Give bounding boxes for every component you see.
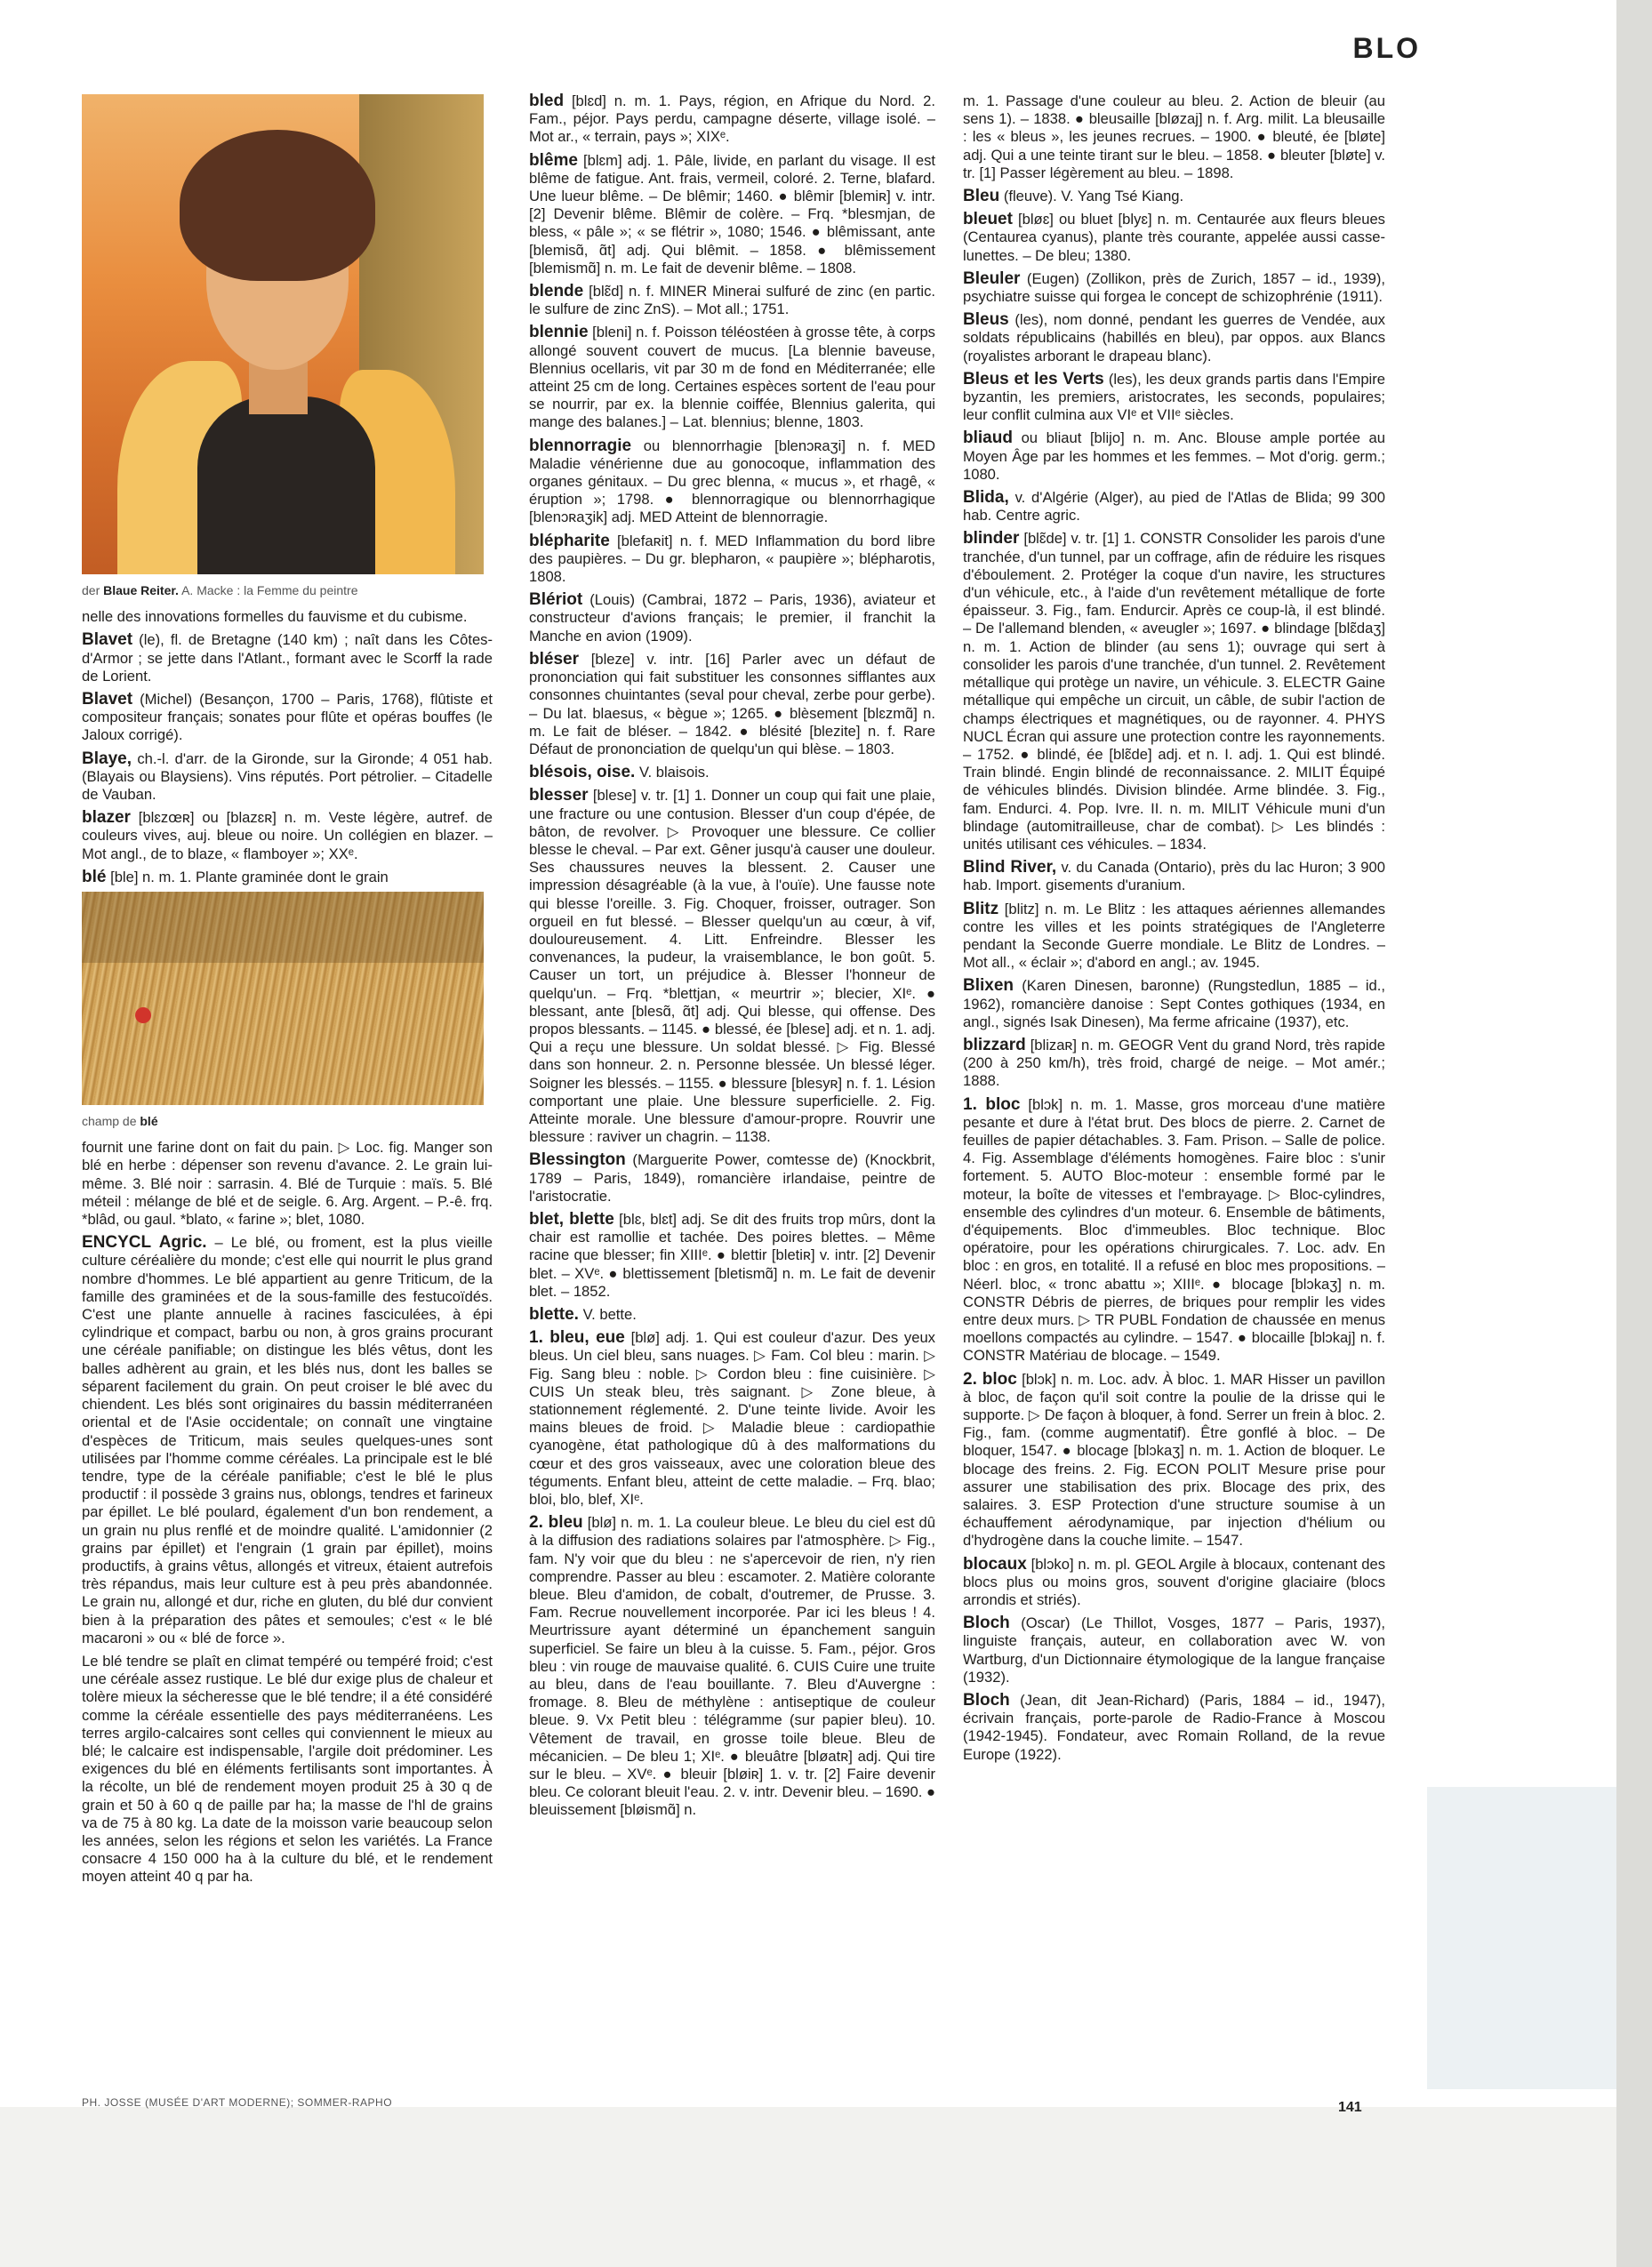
dictionary-entry	[963, 92, 1385, 182]
dictionary-entry	[529, 324, 935, 431]
entry-headword: 2. bleu	[529, 1513, 583, 1533]
scan-edge-strip	[1616, 0, 1652, 2267]
entry-headword: bleuet	[963, 210, 1013, 229]
entry-headword: Bleu	[963, 187, 1000, 206]
entry-headword: Blériot	[529, 590, 583, 610]
entry-body: (Jean, dit Jean-Richard) (Paris, 1884 – id., 1947), écrivain français, porte-parole de Radio-France à Moscou (1942-1945). Fondateur, avec Romain Rolland, de la revue Europe (1922).	[963, 1692, 1385, 1763]
entry-headword: Blaye,	[82, 749, 132, 768]
entry-headword: Blind River,	[963, 858, 1057, 877]
entry-headword: blette.	[529, 1305, 579, 1324]
entry-headword: blépharite	[529, 531, 610, 550]
entry-body: ou bliaut [blijo] n. m. Anc. Blouse ample portée au Moyen Âge par les hommes et les femmes. – Mot d'orig. germ.; 1080.	[963, 429, 1385, 483]
dictionary-entry	[963, 1371, 1385, 1550]
entry-body: (Karen Dinesen, baronne) (Rungstedlun, 1885 – id., 1962), romancière danoise : Sept Contes gothiques (1934, en angl., signés Isak Dinesen), Ma ferme africaine (1937), etc.	[963, 977, 1385, 1030]
entry-headword: blennorragie	[529, 436, 632, 455]
entry-body: [blese] v. tr. [1] 1. Donner un coup qui fait une plaie, une fracture ou une contusion. Blesser d'un coup d'épée, de bâton, de revolver. ▷ Provoquer une blessure. Ce collier blesse le cheval. – Par ext. Gêner jusqu'à causer une douleur. Ses chaussures neuves la blessent. 2. Causer une impression désagréable (à la vue, à l'ouïe). Une fausse note qui blesse l'oreille. 3. Fig. Choquer, froisser, outrager. Son orgueil en fut blessé. – Blesser quelqu'un au cœur, à vif, douloureusement. 4. Litt. Enfreindre. Blesser les convenances, la pudeur, la vraisemblance, le bon goût. 5. Causer un tort, un préjudice à. Blesser l'honneur de quelqu'un. – Frq. *blettjan, « meurtrir »; blecier, XIᵉ. ● blessant, ante [blesɑ̃, ɑ̃t] adj. Qui blesse, qui offense. Des propos blessants. – 1145. ● blessé, ée [blese] adj. et n. 1. adj. Qui a reçu une blessure. Un soldat blessé. ▷ Fig. Blessé dans son honneur. 2. n. Personne blessée. Un blessé léger. Soigner les blessés. – 1155. ● blessure [blesyʀ] n. f. 1. Lésion comportant une plaie. Une blessure superficielle. 2. Fig. Atteinte morale. Une blessure d'amour-propre. Rouvrir une blessure : raviver un chagrin. – 1138.	[529, 787, 935, 1146]
wheat-field-photo	[82, 892, 484, 1105]
entry-headword: bliaud	[963, 429, 1013, 448]
column-2	[529, 92, 935, 2084]
entry-headword: Bloch	[963, 1691, 1010, 1710]
entry-headword: Bloch	[963, 1614, 1010, 1633]
entry-body: [blefaʀit] n. f. MED Inflammation du bord libre des paupières. – Du gr. blepharon, « paupière »; blépharotis, 1808.	[529, 532, 935, 586]
entry-body: – Le blé, ou froment, est la plus vieille culture céréalière du monde; c'est elle qui nourrit le plus grand nombre d'hommes. Le blé appartient au genre Triticum, de la famille des graminées et de la sous-famille des festucoïdés. C'est une plante annuelle à racines fasciculées, à épi cylindrique et compact, barbu ou non, à gros grains procurant une céréale panifiable; on distingue les blés vêtus, dont les balles adhèrent au grain, et les blés nus, dont les balles se séparent facilement du grain. On peut croiser le blé avec du chiendent. Les blés sont originaires du bassin méditerranéen oriental et de l'Asie occidentale; on connaît une vingtaine d'espèces de Triticum, mais seules quelques-unes sont utilisées par l'homme comme céréales. La principale est le blé tendre, type de la céréale panifiable; c'est le blé le plus productif : il possède 3 grains nus, oblongs, tendres et farineux par épillet. Le blé poulard, également d'un bon rendement, a un grain nu plus renflé et de moindre qualité. L'amidonnier (2 grains par épillet) et l'engrain (1 grain par épillet), moins productifs, à grains vêtus, allongés et vitreux, étaient autrefois très répandus, mais leur culture est à peu près abandonnée. Le grain nu, allongé et dur, riche en gluten, du blé dur convient bien à la préparation des pâtes et semoules; c'est « le blé macaroni » ou « blé de force ».	[82, 1234, 493, 1646]
entry-body: (Louis) (Cambrai, 1872 – Paris, 1936), aviateur et constructeur d'avions français; le premier, il franchit la Manche en avion (1909).	[529, 591, 935, 645]
dictionary-entry	[529, 1211, 935, 1301]
entry-body: v. d'Algérie (Alger), au pied de l'Atlas de Blida; 99 300 hab. Centre agric.	[963, 489, 1385, 525]
portrait-caption: der Blaue Reiter. A. Macke : la Femme du peintre	[82, 583, 358, 597]
entry-body: (le), fl. de Bretagne (140 km) ; naît dans les Côtes-d'Armor ; se jette dans l'Atlant., formant avec le Scorff la rade de Lorient.	[82, 631, 493, 685]
entry-body: [blizaʀ] n. m. GEOGR Vent du grand Nord, très rapide (200 à 250 km/h), très froid, chargé de neige. – Mot amér.; 1888.	[963, 1036, 1385, 1090]
entry-headword: blizzard	[963, 1035, 1026, 1054]
dictionary-entry	[963, 188, 1385, 205]
entry-body: [blɛm] adj. 1. Pâle, livide, en parlant du visage. Il est blême de fatigue. Ant. frais, vermeil, coloré. 2. Terne, blafard. Une lueur blême. – De blêmir; 1460. ● blêmir [blemiʀ] v. intr. [2] Devenir blême. Blêmir de colère. – Frq. *blesmjan, de bless, « pâle »; « se flétrir », 1080; 1546. ● blêmissant, ante [blemisɑ̃, ɑ̃t] adj. Qui blêmit. – 1858. ● blêmissement [blemismɑ̃] n. m. Le fait de devenir blême. – 1808.	[529, 151, 935, 276]
running-head: BLO	[1352, 32, 1421, 64]
entry-body: (les), nom donné, pendant les guerres de Vendée, aux soldats républicains (habillés en bleu), par oppos. aux Blancs (royalistes arborant le drapeau blanc).	[963, 311, 1385, 364]
dictionary-entry	[529, 591, 935, 645]
entry-body: m. 1. Passage d'une couleur au bleu. 2. Action de bleuir (au sens 1). – 1838. ● bleusaille [bløzaj] n. f. Arg. milit. La bleusaille : les « bleus », les jeunes recrues. – 1900. ● bleuté, ée [bløte] adj. Qui a une teinte tirant sur le bleu. – 1858. ● bleuter [bløte] v. tr. [1] Passer légèrement au bleu. – 1898.	[963, 92, 1385, 181]
dictionary-entry	[82, 1653, 493, 1886]
entry-body: (Marguerite Power, comtesse de) (Knockbrit, 1789 – Paris, 1849), romancière irlandaise, peintre de l'aristocratie.	[529, 1151, 935, 1205]
dictionary-entry	[529, 283, 935, 318]
entry-headword: Blavet	[82, 690, 133, 709]
dictionary-entry	[82, 869, 493, 886]
column-1	[82, 89, 493, 2080]
entry-body: (Michel) (Besançon, 1700 – Paris, 1768), flûtiste et compositeur français; sonates pour flûte et opéras bouffes (le Jaloux corrigé).	[82, 691, 493, 744]
entry-body: v. du Canada (Ontario), près du lac Huron; 3 900 hab. Import. gisements d'uranium.	[963, 859, 1385, 894]
entry-headword: Bleuler	[963, 268, 1021, 288]
entry-headword: blende	[529, 282, 584, 301]
dictionary-entry	[963, 1037, 1385, 1091]
entry-headword: blinder	[963, 529, 1020, 549]
entry-body: V. blaisois.	[638, 764, 710, 781]
entry-headword: Blixen	[963, 976, 1014, 996]
entry-headword: ENCYCL Agric.	[82, 1233, 207, 1253]
dictionary-entry	[963, 859, 1385, 894]
entry-body: V. bette.	[582, 1306, 637, 1323]
dictionary-entry	[963, 1096, 1385, 1366]
entry-body: [blɛ, blɛt] adj. Se dit des fruits trop mûrs, dont la chair est ramollie et tachée. Des poires blettes. – Même racine que blesser; fin XIIIᵉ. ● blettir [bletiʀ] v. intr. [2] Devenir blet. – XVᵉ. ● blettissement [bletismɑ̃] n. m. Le fait de devenir blet. – 1852.	[529, 1210, 935, 1300]
dictionary-entry	[529, 787, 935, 1146]
entry-body: [blɛzœʀ] ou [blazɛʀ] n. m. Veste légère, autref. de couleurs vives, auj. bleue ou noire. Un collégien en blazer. – Mot angl., de to blaze, « flamboyer »; XXᵉ.	[82, 809, 493, 862]
dictionary-entry	[82, 809, 493, 863]
dictionary-entry	[82, 1139, 493, 1229]
entry-body: [blɔk] n. m. Loc. adv. À bloc. 1. MAR Hisser un pavillon à bloc, de façon qu'il soit contre la poulie de la drisse qui le supporte. ▷ De façon à bloquer, à fond. Serrer un frein à bloc. 2. Fig., fam. (comme augmentatif). Être gonflé à bloc. – De bloquer, 1547. ● blocage [blɔkaʒ] n. m. 1. Action de bloquer. Le blocage des freins. 2. Fig. ECON POLIT Mesure prise pour assurer une stabilisation des prix. Blocage des prix, des salaires. 3. ESP Protection d'une structure soumise à un échauffement aérodynamique, par injection d'hélium ou d'hydrogène dans la couche limite. – 1547.	[963, 1370, 1385, 1550]
entry-body: [blø] n. m. 1. La couleur bleue. Le bleu du ciel est dû à la diffusion des radiations solaires par l'atmosphère. ▷ Fig., fam. N'y voir que du bleu : ne s'apercevoir de rien, n'y rien comprendre. Passer au bleu : escamoter. 2. Matière colorante bleue. Bleu d'amidon, de cobalt, d'outremer, de Prusse. 3. Fam. Recrue nouvellement incorporée. Par ici les bleus ! 4. Meurtrissure ayant déterminé un épanchement sanguin superficiel. Se faire un bleu à la cuisse. 5. Fam., péjor. Gros bleu : vin rouge de mauvaise qualité. 6. CUIS Cuire une truite au bleu, dans de l'eau bouillante. 7. Bleu d'Auvergne : fromage. 8. Bleu de méthylène : antiseptique de couleur bleue. 9. Vx Petit bleu : télégramme (sur papier bleu). 10. Vêtement de travail, en grosse toile bleue. Bleu de mécanicien. – De bleu 1; XIᵉ. ● bleuâtre [bløatʀ] adj. Qui tire sur le bleu. – XVᵉ. ● bleuir [bløiʀ] 1. v. tr. [2] Faire devenir bleu. Ce colorant bleuit l'eau. 2. v. intr. Devenir bleu. – 1690. ● bleuissement [bløismɑ̃] n.	[529, 1514, 935, 1819]
column-3	[963, 92, 1385, 2084]
entry-headword: Blavet	[82, 630, 133, 650]
dictionary-entry	[529, 437, 935, 527]
entry-body: fournit une farine dont on fait du pain. ▷ Loc. fig. Manger son blé en herbe : dépenser son revenu d'avance. 2. Le grain lui-même. 3. Blé noir : sarrasin. 4. Blé de Turquie : maïs. 5. Blé méteil : mélange de blé et de seigle. 6. Arg. Argent. – P.-ê. frq. *blâd, ou gaul. *blato, « farine »; blet, 1080.	[82, 1139, 493, 1229]
entry-body: (fleuve). V. Yang Tsé Kiang.	[1003, 188, 1184, 205]
entry-body: Le blé tendre se plaît en climat tempéré ou tempéré froid; c'est une céréale assez rustique. Le blé dur exige plus de chaleur et tolère mieux la sécheresse que le blé tendre; il a été considéré comme la céréale essentielle des pays méditerranéens. Les terres argilo-calcaires sont celles qui conviennent le mieux au blé; le calcaire est indispensable, l'argile doit prédominer. Les exigences du blé en éléments fertilisants sont importantes. À la récolte, un blé de rendement moyen produit 25 à 30 q de grain et 50 à 60 q de paille par ha; la masse de l'hl de grains va de 75 à 80 kg. La date de la moisson varie beaucoup selon les années, selon les régions et selon les variétés. La France consacre 4 150 000 ha à la culture du blé, et le rendement moyen atteint 40 q par ha.	[82, 1652, 493, 1886]
entry-body: nelle des innovations formelles du fauvisme et du cubisme.	[82, 608, 468, 626]
entry-headword: blesser	[529, 786, 589, 805]
entry-body: [bleni] n. f. Poisson téléostéen à grosse tête, à corps allongé souvent couvert de mucus. [La blennie baveuse, Blennius ocellaris, vit par 30 m de fond en Méditerranée; elle atteint 25 cm de long. Certaines espèces sortent de l'eau pour se nourrir, par ex. la blennie coiffée, Blennius galerita, qui mange des balanes.] – Lat. blennius; blenne, 1803.	[529, 324, 935, 431]
dictionary-entry	[963, 1692, 1385, 1764]
entry-headword: blême	[529, 150, 578, 170]
entry-body: [ble] n. m. 1. Plante graminée dont le grain	[110, 868, 389, 885]
dictionary-entry	[529, 152, 935, 277]
dictionary-entry	[529, 1329, 935, 1509]
dictionary-entry	[963, 489, 1385, 525]
portrait-painting	[82, 94, 484, 574]
entry-body: [blɔko] n. m. pl. GEOL Argile à blocaux, contenant des blocs plus ou moins gros, souvent d'origine glaciaire (blocs arrondis et striés).	[963, 1555, 1385, 1609]
entry-body: [blø] adj. 1. Qui est couleur d'azur. Des yeux bleus. Un ciel bleu, sans nuages. ▷ Fam. Col bleu : marin. ▷ Fig. Sang bleu : noble. ▷ Cordon bleu : fine cuisinière. ▷ CUIS Un steak bleu, très saignant. ▷ Zone bleue, à stationnement réglementé. 2. D'une teinte livide. Avoir les mains bleues de froid. ▷ Maladie bleue : cardiopathie cyanogène, état pathologique dû à des malformations du cœur et des gros vaisseaux, avec une coloration bleue des téguments. Enfant bleu, atteint de cette maladie. – Frq. blao; bloi, blo, blef, XIᵉ.	[529, 1329, 935, 1509]
entry-headword: 2. bloc	[963, 1369, 1017, 1389]
entry-headword: Bleus	[963, 310, 1009, 330]
field-caption: champ de blé	[82, 1114, 158, 1129]
dictionary-entry	[963, 1556, 1385, 1610]
dictionary-entry	[963, 901, 1385, 973]
entry-headword: blé	[82, 867, 107, 886]
dictionary-entry	[82, 631, 493, 685]
entry-headword: Blitz	[963, 899, 999, 918]
entry-headword: blennie	[529, 323, 589, 342]
dictionary-entry	[82, 691, 493, 745]
dictionary-entry	[963, 211, 1385, 265]
entry-body: [blɛ̃d] n. f. MINER Minerai sulfuré de zinc (en partic. le sulfure de zinc ZnS). – Mot all.; 1751.	[529, 283, 935, 318]
entry-body: (Oscar) (Le Thillot, Vosges, 1877 – Paris, 1937), linguiste français, auteur, en collaboration avec W. von Wartburg, d'un Dictionnaire étymologique de la langue française (1932).	[963, 1614, 1385, 1686]
dictionary-entry	[963, 530, 1385, 853]
faded-margin-patch	[1427, 1787, 1616, 2089]
entry-headword: Blessington	[529, 1150, 626, 1170]
entry-headword: 1. bloc	[963, 1094, 1021, 1114]
dictionary-entry	[529, 1514, 935, 1819]
entry-headword: Bleus et les Verts	[963, 369, 1104, 389]
entry-headword: blésois, oise.	[529, 763, 636, 782]
entry-body: ou blennorrhagie [blenɔʀaʒi] n. f. MED Maladie vénérienne due au gonocoque, inflammation des organes génitaux. – Du grec blenna, « mucus », et rhagê, « éruption »; 1798. ● blennorragique ou blennorrhagique [blenɔʀaʒik] adj. MED Atteint de blennorragie.	[529, 437, 935, 526]
entry-body: [blɛ̃de] v. tr. [1] 1. CONSTR Consolider les parois d'une tranchée, d'un tunnel, par un coffrage, afin de réduire les risques d'éboulement. 2. Protéger la coque d'un navire, les structures d'un véhicule, etc., à l'aide d'un revêtement métallique de forte épaisseur. 3. Fig., fam. Endurcir. Après ce coup-là, il est blindé. – De l'allemand blenden, « aveugler »; 1697. ● blindage [blɛ̃daʒ] n. m. 1. Action de blinder (au sens 1); ouvrage qui sert à consolider les parois d'une tranchée, d'un tunnel. 2. Revêtement métallique qui protège un navire, un véhicule. 3. ELECTR Gaine métallique qui empêche un circuit, un câble, de subir l'action de champs électriques et magnétiques, ou de rayonner. 4. PHYS NUCL Écran qui assure une protection contre les rayonnements. – 1752. ● blindé, ée [blɛ̃de] adj. et n. I. adj. 1. Qui est blindé. Train blindé. Engin blindé de reconnaissance. 2. MILIT Équipé de véhicules blindés. Division blindée. Arme blindée. 3. Fig., fam. Endurci. 4. Pop. Ivre. II. n. m. MILIT Véhicule muni d'un blindage (automitrailleuse, char de combat). ▷ Les blindés : unités utilisant ces véhicules. – 1834.	[963, 530, 1385, 853]
dictionary-entry	[963, 429, 1385, 484]
dictionary-entry	[529, 92, 935, 147]
entry-headword: blazer	[82, 808, 131, 828]
dictionary-entry	[82, 1234, 493, 1647]
page-bottom-margin	[0, 2107, 1616, 2267]
dictionary-entry	[963, 311, 1385, 365]
dictionary-entry	[529, 1151, 935, 1206]
page-number: 141	[1338, 2100, 1362, 2115]
entry-body: [bleze] v. intr. [16] Parler avec un défaut de prononciation qui fait substituer les consonnes sifflantes aux consonnes chuintantes (seval pour cheval, zerbe pour gerbe). – Du lat. blaesus, « bègue »; 1265. ● blèsement [blɛzmɑ̃] n. m. Le fait de bléser. – 1842. ● blésité [blezite] n. f. Rare Défaut de prononciation de quelqu'un qui blèse. – 1803.	[529, 650, 935, 757]
entry-headword: bléser	[529, 649, 579, 669]
entry-body: (Eugen) (Zollikon, près de Zurich, 1857 – id., 1939), psychiatre suisse qui forgea le concept de schizophrénie (1911).	[963, 269, 1385, 306]
entry-body: [blɛd] n. m. 1. Pays, région, en Afrique du Nord. 2. Fam., péjor. Pays perdu, campagne déserte, village isolé. – Mot ar., « terrain, pays »; XIXᵉ.	[529, 92, 935, 146]
entry-headword: bled	[529, 92, 565, 110]
entry-headword: Blida,	[963, 488, 1009, 508]
entry-body: ch.-l. d'arr. de la Gironde, sur la Gironde; 4 051 hab. (Blayais ou Blaysiens). Vins réputés. Port pétrolier. – Citadelle de Vauban.	[82, 749, 493, 804]
entry-headword: 1. bleu, eue	[529, 1328, 625, 1348]
dictionary-entry	[963, 371, 1385, 425]
dictionary-entry	[529, 533, 935, 587]
dictionary-entry	[82, 750, 493, 805]
entry-body: (les), les deux grands partis dans l'Empire byzantin, les premiers, aristocrates, les seconds, populaires; leur conflit culmina aux VIᵉ et VIIᵉ siècles.	[963, 370, 1385, 424]
dictionary-entry	[963, 270, 1385, 306]
dictionary-entry	[529, 764, 935, 781]
dictionary-entry	[963, 1614, 1385, 1686]
dictionary-entry	[963, 977, 1385, 1031]
dictionary-entry	[529, 651, 935, 758]
entry-headword: blet, blette	[529, 1209, 614, 1229]
entry-body: [blɔk] n. m. 1. Masse, gros morceau d'une matière pesante et dure à l'état brut. Des blocs de pierre. 2. Carnet de feuilles de papier détachables. 3. Fam. Prison. – Salle de police. 4. Fig. Assemblage d'éléments homogènes. Faire bloc : s'unir fortement. 5. AUTO Bloc-moteur : ensemble formé par le moteur, la boîte de vitesses et l'embrayage. ▷ Bloc-cylindres, ensemble des cylindres d'un moteur. 6. Ensemble de bâtiments, d'équipements. Bloc d'immeubles. Bloc technique. Bloc opératoire, pour les opérations chirurgicales. 7. Loc. adv. En bloc : en gros, en totalité. Il a refusé en bloc mes propositions. – Néerl. bloc, « tronc abattu »; XIIIᵉ. ● blocage [blɔkaʒ] n. m. CONSTR Débris de pierres, de briques pour remplir les vides entre deux murs. ▷ TR PUBL Fondation de chaussée en menus moellons compactés au cylindre. – 1547. ● blocaille [blɔkaj] n. f. CONSTR Matériau de blocage. – 1549.	[963, 1095, 1385, 1365]
dictionary-entry	[529, 1306, 935, 1324]
entry-body: [blitz] n. m. Le Blitz : les attaques aériennes allemandes contre les villes et les points stratégiques de l'Angleterre pendant la Seconde Guerre mondiale. Le Blitz de Londres. – Mot all., « éclair »; d'abord en angl.; av. 1945.	[963, 900, 1385, 972]
photo-credit: PH. JOSSE (MUSÉE D'ART MODERNE); SOMMER-RAPHO	[82, 2096, 393, 2109]
entry-body: [bløɛ] ou bluet [blyɛ] n. m. Centaurée aux fleurs bleues (Centaurea cyanus), plante très courante, appelée aussi casse-lunettes. – De bleu; 1380.	[963, 211, 1385, 264]
entry-headword: blocaux	[963, 1554, 1027, 1574]
dictionary-entry	[82, 608, 493, 626]
